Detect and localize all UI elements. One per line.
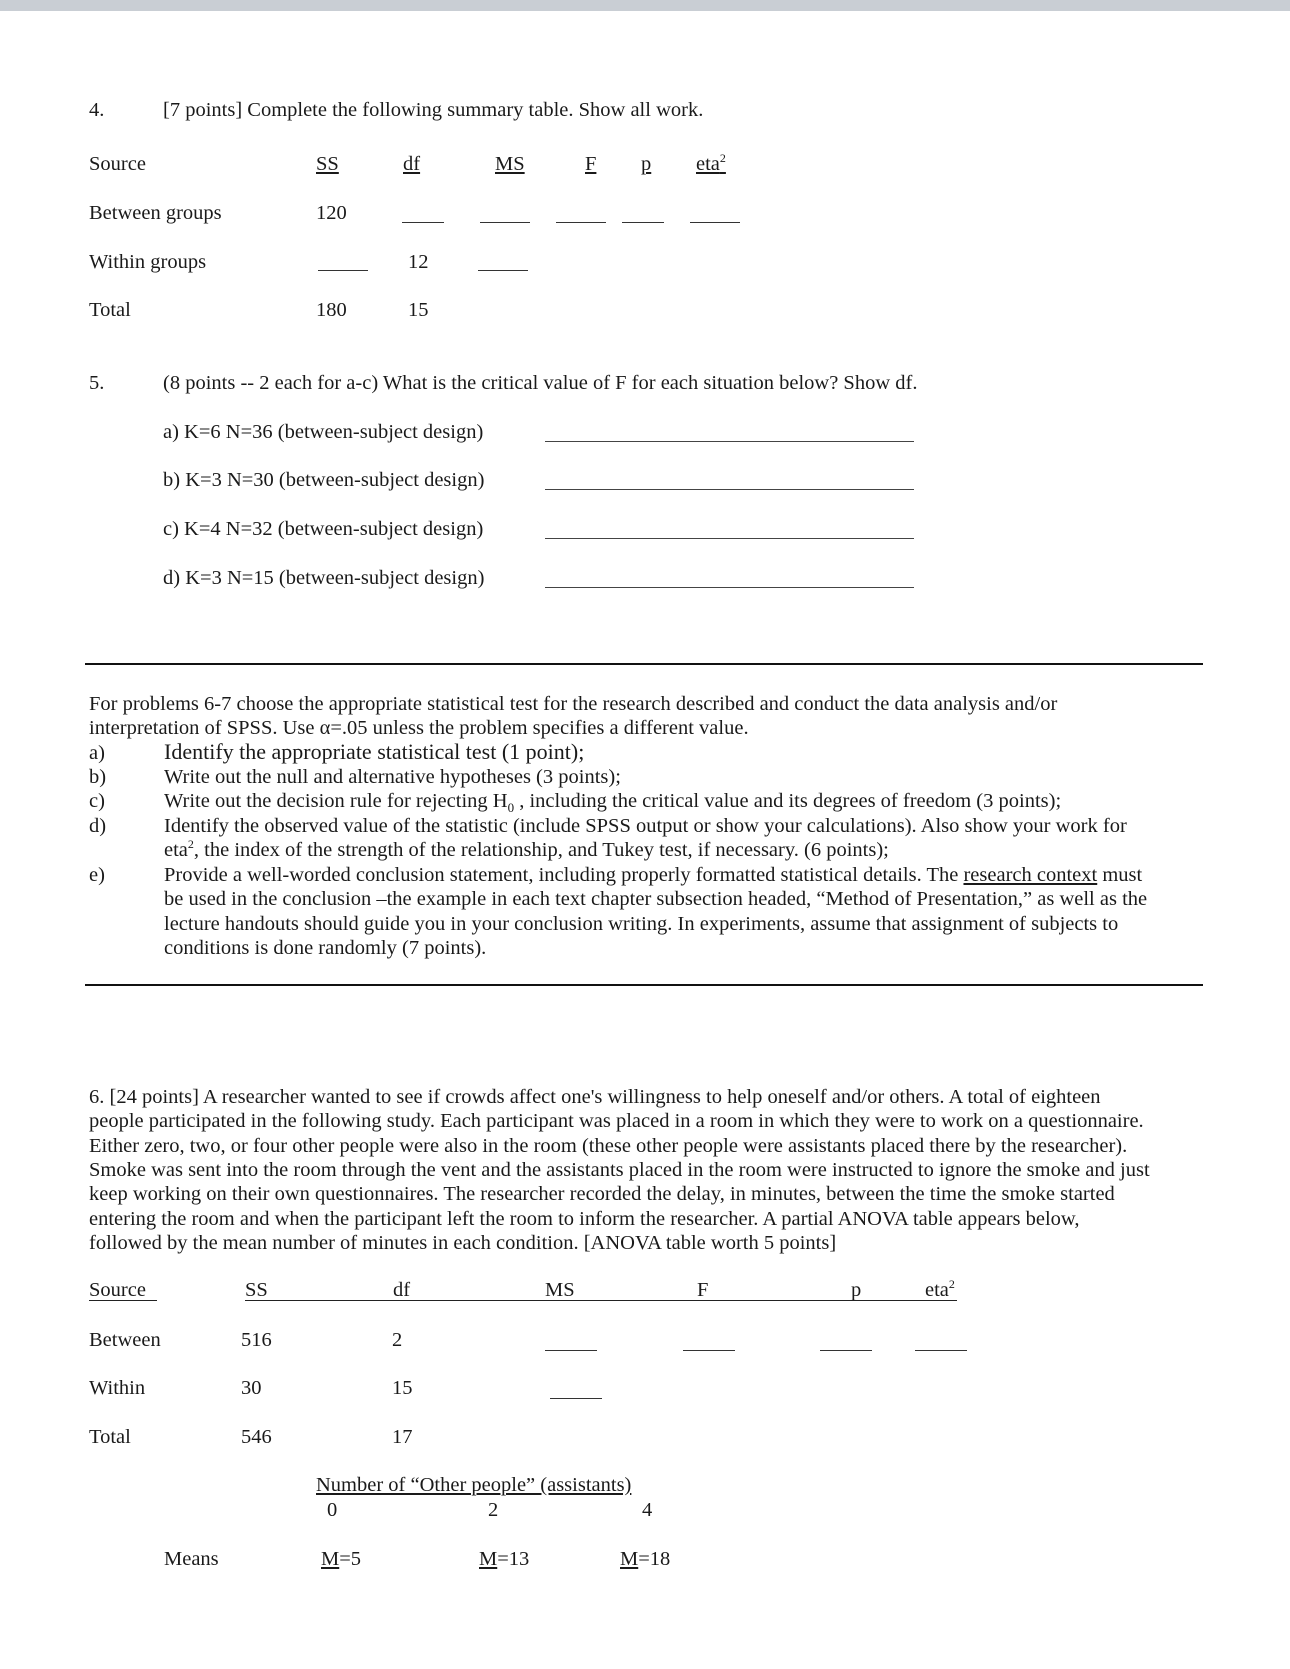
q4-within-ss-blank <box>318 270 368 271</box>
q6-row-between-ss: 516 <box>241 1329 272 1351</box>
q5-prompt: (8 points -- 2 each for a-c) What is the critical value of F for each situation below? Show df. <box>163 372 918 394</box>
research-context-underlined: research context <box>963 864 1098 886</box>
instructions-e-line-3: lecture handouts should guide you in your conclusion writing. In experiments, assume that assignment of subjects to <box>164 913 1119 935</box>
q6-means-label: Means <box>164 1548 219 1570</box>
q6-between-eta-blank <box>915 1350 967 1351</box>
q6-line-3: Either zero, two, or four other people were also in the room (these other people were assistants placed there by the researcher). <box>89 1135 1128 1157</box>
instructions-c-text: Write out the decision rule for rejecting $H_0$ , including the critical value and its degrees of freedom (3 points); <box>164 790 1062 816</box>
q5-answer-line-a <box>545 441 914 442</box>
q4-header-ms: MS <box>495 153 525 175</box>
instructions-e-line-1: Provide a well-worded conclusion statement, including properly formatted statistical details. The research context must <box>164 864 1143 886</box>
instructions-e-line-2: be used in the conclusion –the example in each text chapter subsection headed, “Method of Presentation,” as well as the <box>164 888 1148 910</box>
instructions-c-letter: c) <box>89 790 105 812</box>
q4-row-between-ss: 120 <box>316 202 347 224</box>
q4-between-f-blank <box>556 222 606 223</box>
q6-header-eta: eta$^2$ <box>925 1277 955 1301</box>
q6-condition-0: 0 <box>327 1499 338 1521</box>
q6-header-ms: MS <box>545 1279 575 1301</box>
q6-row-between-source: Between <box>89 1329 161 1351</box>
q6-row-total-df: 17 <box>392 1426 413 1448</box>
q4-row-total-source: Total <box>89 299 131 321</box>
instructions-a-text: Identify the appropriate statistical test (1 point); <box>164 739 585 764</box>
divider-top <box>85 663 1203 665</box>
q5-item-a: a) K=6 N=36 (between-subject design) <box>163 421 484 443</box>
top-bar <box>0 0 1290 11</box>
q6-mean-2: M=13 <box>479 1548 530 1570</box>
q6-header-source: Source <box>89 1279 146 1301</box>
q4-between-eta-blank <box>690 222 740 223</box>
q6-row-total-source: Total <box>89 1426 131 1448</box>
q4-row-total-ss: 180 <box>316 299 347 321</box>
q5-item-b: b) K=3 N=30 (between-subject design) <box>163 469 485 491</box>
instructions-d-letter: d) <box>89 815 107 837</box>
q4-header-source: Source <box>89 153 146 175</box>
q6-header-underline <box>245 1300 957 1301</box>
q6-row-total-ss: 546 <box>241 1426 272 1448</box>
q6-between-f-blank <box>683 1350 735 1351</box>
q6-row-within-ss: 30 <box>241 1377 262 1399</box>
q6-header-df: df <box>393 1279 411 1301</box>
q6-line-4: Smoke was sent into the room through the vent and the assistants placed in the room were instructed to ignore the smoke and just <box>89 1159 1150 1181</box>
q6-line-2: people participated in the following study. Each participant was placed in a room in which they were to work on a questionnaire. <box>89 1110 1144 1132</box>
q6-header-f: F <box>697 1279 709 1301</box>
q6-condition-4: 4 <box>642 1499 653 1521</box>
q6-between-p-blank <box>820 1350 872 1351</box>
q5-answer-line-b <box>545 489 914 490</box>
q4-header-ss: SS <box>316 153 339 175</box>
q6-row-within-source: Within <box>89 1377 146 1399</box>
q4-between-ms-blank <box>480 222 530 223</box>
q4-row-within-source: Within groups <box>89 251 207 273</box>
q4-prompt: [7 points] Complete the following summary table. Show all work. <box>163 99 704 121</box>
q4-header-p: p <box>641 153 652 175</box>
q4-between-p-blank <box>622 222 664 223</box>
q5-answer-line-c <box>545 538 914 539</box>
q6-header-p: p <box>851 1279 862 1301</box>
instructions-d-line-2: eta$^2$, the index of the strength of the relationship, and Tukey test, if necessary. (6 points); <box>164 837 889 861</box>
q6-between-ms-blank <box>545 1350 597 1351</box>
q6-line-6: entering the room and when the participant left the room to inform the researcher. A partial ANOVA table appears below, <box>89 1208 1080 1230</box>
instructions-d-line-1: Identify the observed value of the statistic (include SPSS output or show your calculations). Also show your work for <box>164 815 1127 837</box>
q6-header-ss: SS <box>245 1279 268 1301</box>
instructions-e-line-4: conditions is done randomly (7 points). <box>164 937 487 959</box>
q4-header-f: F <box>585 153 597 175</box>
q4-number: 4. <box>89 99 105 121</box>
q6-mean-4: M=18 <box>620 1548 671 1570</box>
q6-condition-2: 2 <box>488 1499 499 1521</box>
divider-bottom <box>85 984 1203 986</box>
q6-mean-0: M=5 <box>321 1548 362 1570</box>
q4-within-ms-blank <box>478 270 528 271</box>
q5-answer-line-d <box>545 587 914 588</box>
q6-line-5: keep working on their own questionnaires. The researcher recorded the delay, in minutes, between the time the smoke started <box>89 1183 1115 1205</box>
q5-item-d: d) K=3 N=15 (between-subject design) <box>163 567 485 589</box>
q6-row-within-df: 15 <box>392 1377 413 1399</box>
q4-header-df: df <box>403 153 421 175</box>
instructions-b-text: Write out the null and alternative hypotheses (3 points); <box>164 766 621 788</box>
instructions-line-1: For problems 6-7 choose the appropriate statistical test for the research described and conduct the data analysis and/or <box>89 693 1058 715</box>
q6-line-1: 6. [24 points] A researcher wanted to see if crowds affect one's willingness to help oneself and/or others. A total of eighteen <box>89 1086 1101 1108</box>
q6-row-between-df: 2 <box>392 1329 403 1351</box>
q6-conditions-title: Number of “Other people” (assistants) <box>316 1474 632 1496</box>
q4-row-between-source: Between groups <box>89 202 222 224</box>
instructions-b-letter: b) <box>89 766 107 788</box>
q6-header-underline-source <box>89 1300 157 1301</box>
q4-row-total-df: 15 <box>408 299 429 321</box>
instructions-e-letter: e) <box>89 864 105 886</box>
instructions-a-letter: a) <box>89 742 105 764</box>
q6-within-ms-blank <box>550 1398 602 1399</box>
q5-number: 5. <box>89 372 105 394</box>
q5-item-c: c) K=4 N=32 (between-subject design) <box>163 518 484 540</box>
q6-line-7: followed by the mean number of minutes in each condition. [ANOVA table worth 5 points] <box>89 1232 837 1254</box>
q4-header-eta: eta$^2$ <box>696 151 726 175</box>
q4-between-df-blank <box>402 222 444 223</box>
instructions-line-2: interpretation of SPSS. Use α=.05 unless the problem specifies a different value. <box>89 717 749 739</box>
q4-row-within-df: 12 <box>408 251 429 273</box>
